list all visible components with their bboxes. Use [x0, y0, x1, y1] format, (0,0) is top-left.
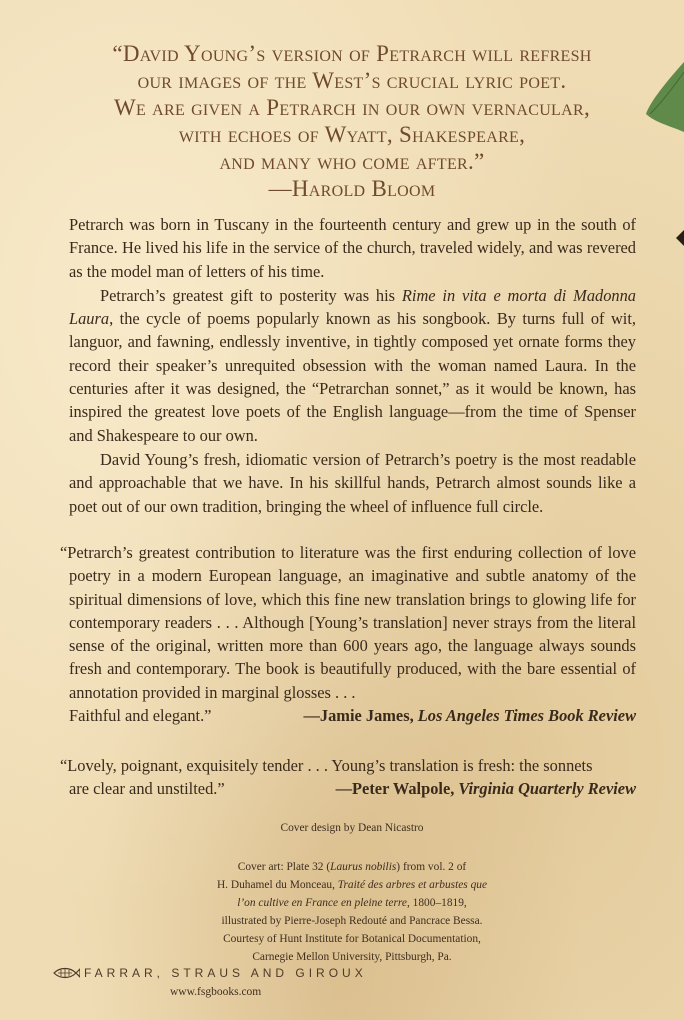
review-walpole [60, 754, 636, 801]
bloom-blurb [60, 40, 644, 202]
description-paragraph-1: Petrarch was born in Tuscany in the fourteenth century and grew up in the south of France. He lived his life in the service of the church, traveled widely, and was revered as the model man of letters of his time. [69, 215, 636, 281]
book-description [69, 213, 636, 519]
page-edge-arrow-icon [674, 230, 684, 246]
description-paragraph-3: David Young’s fresh, idiomatic version of Petrarch’s poetry is the most readable and approachable that we have. In his skillful hands, Petrarch almost sounds like a poet out of our own tradition, bringing the wheel of influence full circle. [69, 449, 636, 516]
blurb-line: We are given a Petrarch in our own vernacular, [113, 95, 591, 120]
blurb-line: and many who come after.” [219, 149, 485, 174]
blurb-attribution: —Harold Bloom [268, 176, 436, 201]
laurel-leaf-icon [644, 62, 684, 152]
blurb-line: with echoes of Wyatt, Shakespeare, [178, 122, 526, 147]
blurb-line: our images of the West’s crucial lyric poet. [137, 68, 567, 93]
publisher-name: FARRAR, STRAUS AND GIROUX [84, 966, 367, 980]
review-quote-end: Faithful and elegant.” [69, 706, 212, 726]
blurb-line: “David Young’s version of Petrarch will refresh [112, 41, 592, 66]
review-quote-end: are clear and unstilted.” [69, 779, 225, 799]
review-quote: “Lovely, poignant, exquisitely tender . . . Young’s translation is fresh: the sonnets [60, 756, 593, 775]
songbook-title: Rime in vita e morta di Madonna Laura [69, 285, 636, 329]
description-paragraph-2: Petrarch’s greatest gift to posterity was his Rime in vita e morta di Madonna Laura, the cycle of poems popularly known as his songbook. By turns full of wit, languor, and fawning, endlessly inventive, in tightly composed yet ornate forms they record their speaker’s unrequited obsession with the woman named Laura. In the centuries after it was designed, the “Petrarchan sonnet,” as it would be known, has inspired the greatest love poets of the English language—from the time of Spenser and Shakespeare to our own. [69, 285, 636, 445]
review-attribution: —Peter Walpole, Virginia Quarterly Review [335, 779, 636, 799]
cover-art-credit: Cover art: Plate 32 (Laurus nobilis) from vol. 2 of H. Duhamel du Monceau, Traité des arbres et arbustes que l’on cultive en France en pleine terre, 1800–1819, illustrated by Pierre-Joseph Redouté and Pancrace Bessa. Courtesy of Hunt Institute for Botanical Documentation, Carnegie Mellon University, Pittsburgh, Pa. [216, 861, 488, 964]
publisher-url[interactable]: www.fsgbooks.com [170, 986, 262, 998]
review-james [60, 541, 636, 727]
publisher-logo [52, 966, 367, 980]
fsg-fish-logo-icon [52, 966, 80, 980]
cover-design-credit: Cover design by Dean Nicastro [280, 822, 424, 834]
review-quote: “Petrarch’s greatest contribution to literature was the first enduring collection of love poetry in a modern European language, an imaginative and subtle anatomy of the spiritual dimensions of love, which this fine new translation brings to glowing life for contemporary readers . . . Although [Young’s translation] never strays from the literal sense of the original, written more than 600 years ago, the language always sounds fresh and contemporary. The book is beautifully produced, with the bare essential of annotation provided in marginal glosses . . . [60, 543, 636, 702]
review-attribution: —Jamie James, Los Angeles Times Book Review [303, 706, 636, 726]
